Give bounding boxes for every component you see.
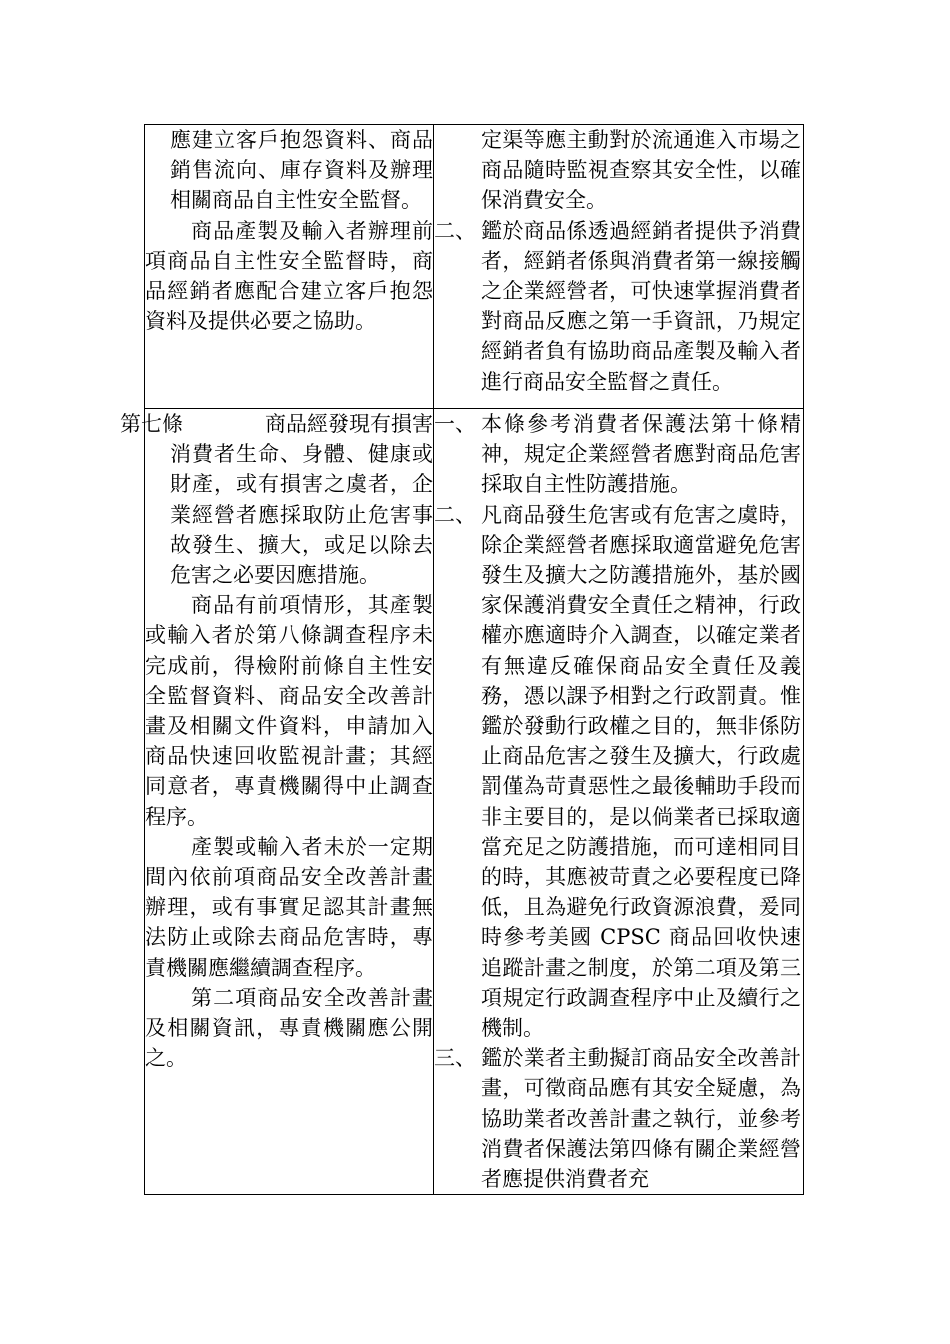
explanation-item [434, 409, 803, 500]
article-number: 第七條 [120, 412, 183, 436]
article-paragraph: 商品產製及輸入者辦理前項商品自主性安全監督時，商品經銷者應配合建立客戶抱怨資料及提供必要之協助。 [145, 218, 433, 334]
item-number: 一、 [434, 412, 476, 436]
article-paragraph: 第二項商品安全改善計畫及相關資訊，專責機關應公開之。 [145, 985, 433, 1071]
table-row [145, 409, 804, 1195]
item-text: 定渠等應主動對於流通進入市場之商品隨時監視查察其安全性，以確保消費安全。 [481, 128, 801, 213]
table-row [145, 125, 804, 409]
article-paragraph: 應建立客戶抱怨資料、商品銷售流向、庫存資料及辦理相關商品自主性安全監督。 [170, 128, 433, 213]
explanation-item [434, 500, 803, 1044]
item-text: 凡商品發生危害或有危害之虞時，除企業經營者應採取適當避免危害發生及擴大之防護措施外，基於國家保護消費安全責任之精神，行政權亦應適時介入調查，以確定業者有無違反確保商品安全責任及義務，憑以課予相對之行政罰責。惟鑑於發動行政權之目的，無非係防止商品危害之發生及擴大，行政處罰僅為苛責惡性之最後輔助手段而非主要目的，是以倘業者已採取適當充足之防護措施，而可達相同目的時，其應被苛責之必要程度已降低，且為避免行政資源浪費，爰同時參考美國 CPSC 商品回收快速追蹤計畫之制度，於第二項及第三項規定行政調查程序中止及續行之機制。 [481, 502, 801, 1041]
article-paragraph: 商品有前項情形，其產製或輸入者於第八條調查程序未完成前，得檢附前條自主性安全監督資料、商品安全改善計畫及相關文件資料，申請加入商品快速回收監視計畫；其經同意者，專責機關得中止調查程序。 [145, 593, 433, 829]
explanation-item [434, 125, 803, 216]
article-text-cell [145, 125, 434, 409]
item-text: 鑑於業者主動擬訂商品安全改善計畫，可徵商品應有其安全疑慮，為協助業者改善計畫之執行，並參考消費者保護法第四條有關企業經營者應提供消費者充 [481, 1046, 801, 1192]
explanation-cell [434, 409, 804, 1195]
article-paragraph: 產製或輸入者未於一定期間內依前項商品安全改善計畫辦理，或有事實足認其計畫無法防止或除去商品危害時，專責機關應繼續調查程序。 [145, 834, 433, 980]
explanation-item [434, 216, 803, 397]
item-text: 本條參考消費者保護法第十條精神，規定企業經營者應對商品危害採取自主性防護措施。 [481, 412, 801, 497]
explanation-item [434, 1043, 803, 1194]
item-number: 二、 [434, 502, 476, 527]
article-paragraph-text: 商品經發現有損害消費者生命、身體、健康或財產，或有損害之虞者，企業經營者應採取防止危害事故發生、擴大，或足以除去危害之必要因應措施。 [170, 412, 433, 588]
article-paragraph [120, 409, 433, 590]
article-text-cell [120, 409, 434, 1195]
item-number: 二、 [434, 218, 476, 243]
item-text: 鑑於商品係透過經銷者提供予消費者，經銷者係與消費者第一線接觸之企業經營者，可快速掌握消費者對商品反應之第一手資訊，乃規定經銷者負有協助商品產製及輸入者進行商品安全監督之責任。 [481, 218, 801, 394]
explanation-cell [434, 125, 804, 409]
regulation-comparison-table [120, 124, 804, 1195]
item-number: 三、 [434, 1046, 476, 1071]
